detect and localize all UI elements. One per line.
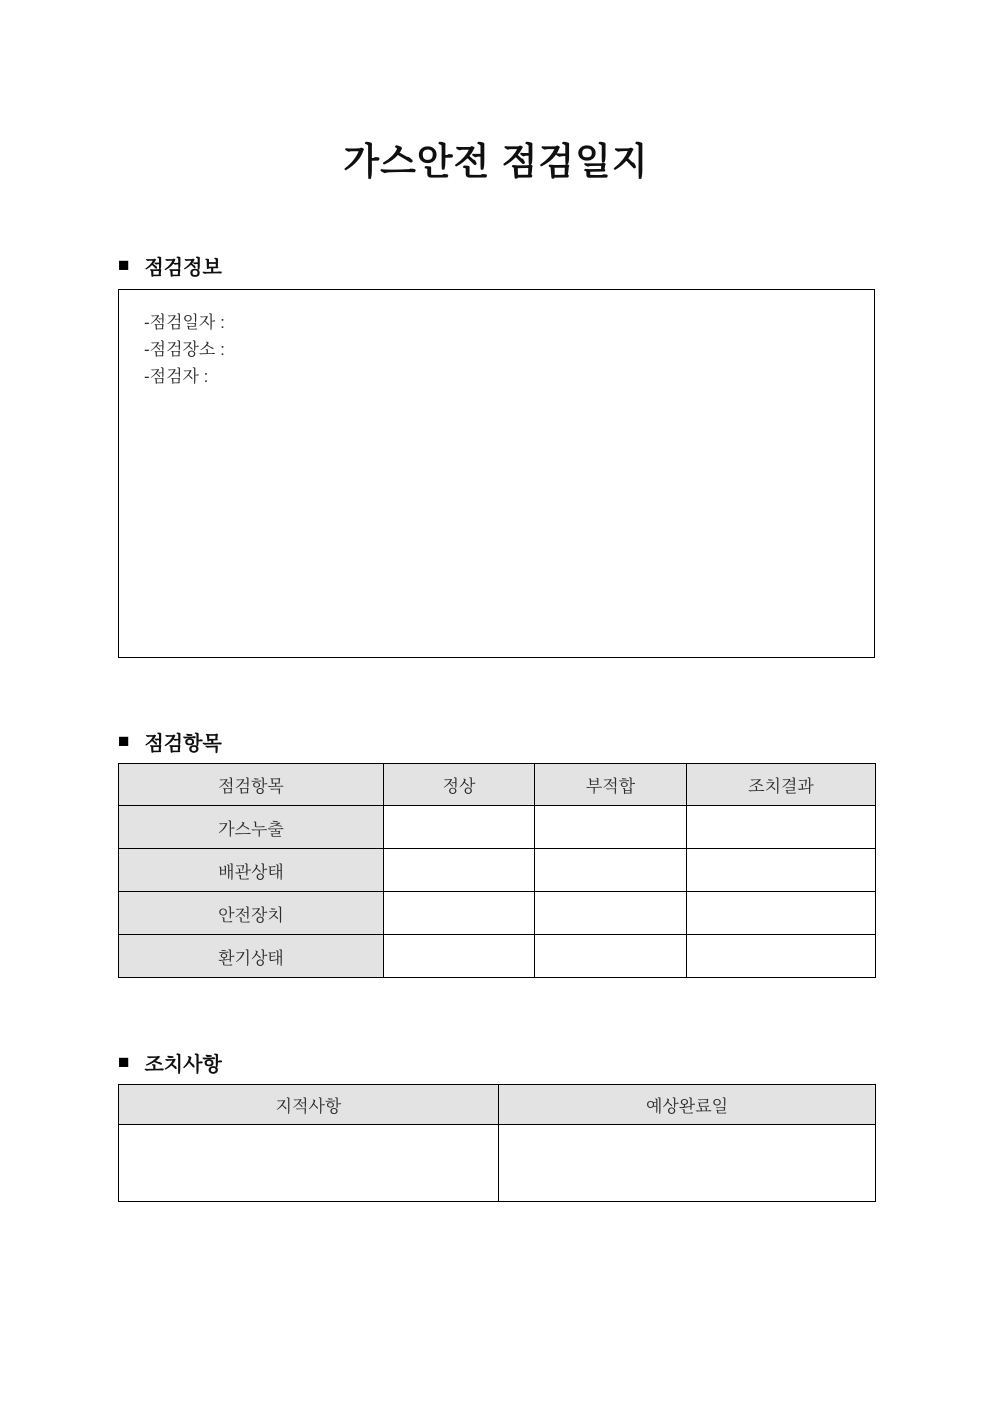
empty-cell-normal bbox=[384, 849, 535, 892]
row-label-pipe-condition: 배관상태 bbox=[119, 849, 384, 892]
section-heading-checklist bbox=[118, 727, 222, 756]
row-label-safety-device: 안전장치 bbox=[119, 892, 384, 935]
actions-header-row bbox=[119, 1085, 876, 1125]
section-bullet-icon: ■ bbox=[118, 1052, 130, 1073]
column-header-action-result: 조치결과 bbox=[687, 764, 876, 806]
row-label-gas-leak: 가스누출 bbox=[119, 806, 384, 849]
table-row bbox=[119, 1125, 876, 1202]
section-heading-actions bbox=[118, 1048, 222, 1077]
column-header-issue: 지적사항 bbox=[119, 1085, 499, 1125]
empty-cell-action-result bbox=[687, 892, 876, 935]
column-header-expected-completion: 예상완료일 bbox=[499, 1085, 876, 1125]
actions-table bbox=[118, 1084, 876, 1202]
field-label-inspector: -점검자 : bbox=[144, 367, 209, 386]
field-label-inspection-place: -점검장소 : bbox=[144, 340, 225, 359]
section-bullet-icon: ■ bbox=[118, 255, 130, 276]
empty-cell-action-result bbox=[687, 935, 876, 978]
section-heading-info-label: 점검정보 bbox=[144, 257, 222, 279]
empty-cell-expected-completion bbox=[499, 1125, 876, 1202]
page-title: 가스안전 점검일지 bbox=[343, 141, 649, 182]
empty-cell-normal bbox=[384, 806, 535, 849]
row-label-ventilation: 환기상태 bbox=[119, 935, 384, 978]
checklist-header-row bbox=[119, 764, 876, 806]
section-heading-checklist-label: 점검항목 bbox=[144, 733, 222, 755]
empty-cell-nonconforming bbox=[535, 849, 687, 892]
empty-cell-nonconforming bbox=[535, 935, 687, 978]
column-header-item: 점검항목 bbox=[119, 764, 384, 806]
section-heading-actions-label: 조치사항 bbox=[144, 1054, 222, 1076]
empty-cell-issue bbox=[119, 1125, 499, 1202]
empty-cell-action-result bbox=[687, 849, 876, 892]
table-row bbox=[119, 892, 876, 935]
column-header-nonconforming: 부적합 bbox=[535, 764, 687, 806]
inspection-info-box bbox=[118, 289, 875, 658]
empty-cell-nonconforming bbox=[535, 806, 687, 849]
field-label-inspection-date: -점검일자 : bbox=[144, 313, 225, 332]
section-heading-info bbox=[118, 251, 222, 280]
table-row bbox=[119, 806, 876, 849]
empty-cell-nonconforming bbox=[535, 892, 687, 935]
table-row bbox=[119, 935, 876, 978]
empty-cell-normal bbox=[384, 935, 535, 978]
empty-cell-action-result bbox=[687, 806, 876, 849]
checklist-table bbox=[118, 763, 876, 978]
section-bullet-icon: ■ bbox=[118, 731, 130, 752]
table-row bbox=[119, 849, 876, 892]
column-header-normal: 정상 bbox=[384, 764, 535, 806]
empty-cell-normal bbox=[384, 892, 535, 935]
